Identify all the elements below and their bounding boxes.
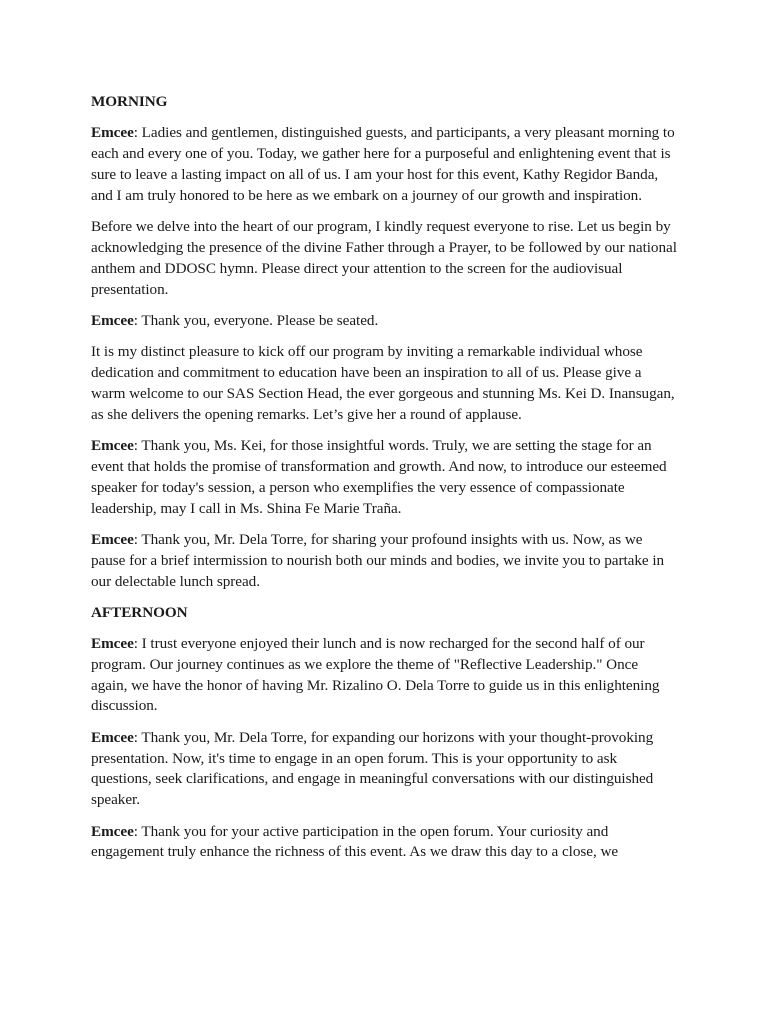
document-body bbox=[91, 92, 677, 874]
paragraph-text: : Thank you, Mr. Dela Torre, for sharing your profound insights with us. Now, as we pause for a brief intermission to nourish both our minds and bodies, we invite you to partake in our delectable lunch spread. bbox=[91, 530, 665, 590]
paragraph-prayer-request bbox=[91, 217, 677, 301]
paragraph-afternoon-resume bbox=[91, 634, 677, 718]
paragraph-text: It is my distinct pleasure to kick off our program by inviting a remarkable individual whose dedication and commitment to education have been an inspiration to all of us. Please give a warm welcome to our SAS Section Head, the ever gorgeous and stunning Ms. Kei D. Inansugan, as she delivers the opening remarks. Let’s give her a round of applause. bbox=[91, 342, 675, 423]
paragraph-text: Before we delve into the heart of our program, I kindly request everyone to rise. Let us begin by acknowledging the presence of the divine Father through a Prayer, to be followed by our national anthem and DDOSC hymn. Please direct your attention to the screen for the audiovisual presentation. bbox=[91, 217, 677, 298]
speaker-label: Emcee bbox=[91, 530, 134, 548]
paragraph-text: : Ladies and gentlemen, distinguished guests, and participants, a very pleasant morning to each and every one of you. Today, we gather here for a purposeful and enlightening event that is sure to leave a lasting impact on all of us. I am your host for this event, Kathy Regidor Banda, and I am truly honored to be here as we embark on a journey of our growth and inspiration. bbox=[91, 123, 675, 204]
speaker-label: Emcee bbox=[91, 822, 134, 840]
section-heading-afternoon: AFTERNOON bbox=[91, 603, 188, 621]
paragraph-opening-remarks bbox=[91, 342, 677, 426]
paragraph-closing bbox=[91, 822, 677, 864]
paragraph-text: : Thank you, Ms. Kei, for those insightful words. Truly, we are setting the stage for an event that holds the promise of transformation and growth. And now, to introduce our esteemed speaker for today's session, a person who exemplifies the very essence of compassionate leadership, may I call in Ms. Shina Fe Marie Traña. bbox=[91, 436, 667, 517]
paragraph-text: : Thank you, everyone. Please be seated. bbox=[133, 311, 379, 329]
speaker-label: Emcee bbox=[91, 728, 134, 746]
paragraph-be-seated bbox=[91, 311, 677, 332]
speaker-label: Emcee bbox=[91, 634, 134, 652]
section-heading-morning: MORNING bbox=[91, 93, 168, 110]
paragraph-text: : Thank you, Mr. Dela Torre, for expanding our horizons with your thought-provoking presentation. Now, it's time to engage in an open forum. This is your opportunity to ask questions, seek clarifications, and engage in meaningful conversations with our distinguished speaker. bbox=[91, 728, 654, 809]
speaker-label: Emcee bbox=[91, 436, 134, 454]
speaker-label: Emcee bbox=[91, 311, 134, 329]
paragraph-introduce-speaker bbox=[91, 436, 677, 520]
paragraph-text: : Thank you for your active participation in the open forum. Your curiosity and engagement truly enhance the richness of this event. As we draw this day to a close, we bbox=[91, 822, 619, 861]
paragraph-intermission bbox=[91, 530, 677, 593]
paragraph-open-forum bbox=[91, 728, 677, 812]
paragraph-opening-welcome bbox=[91, 123, 677, 207]
paragraph-text: : I trust everyone enjoyed their lunch and is now recharged for the second half of our program. Our journey continues as we explore the theme of "Reflective Leadership." Once again, we have the honor of having Mr. Rizalino O. Dela Torre to guide us in this enlightening discussion. bbox=[91, 634, 660, 715]
speaker-label: Emcee bbox=[91, 123, 134, 141]
